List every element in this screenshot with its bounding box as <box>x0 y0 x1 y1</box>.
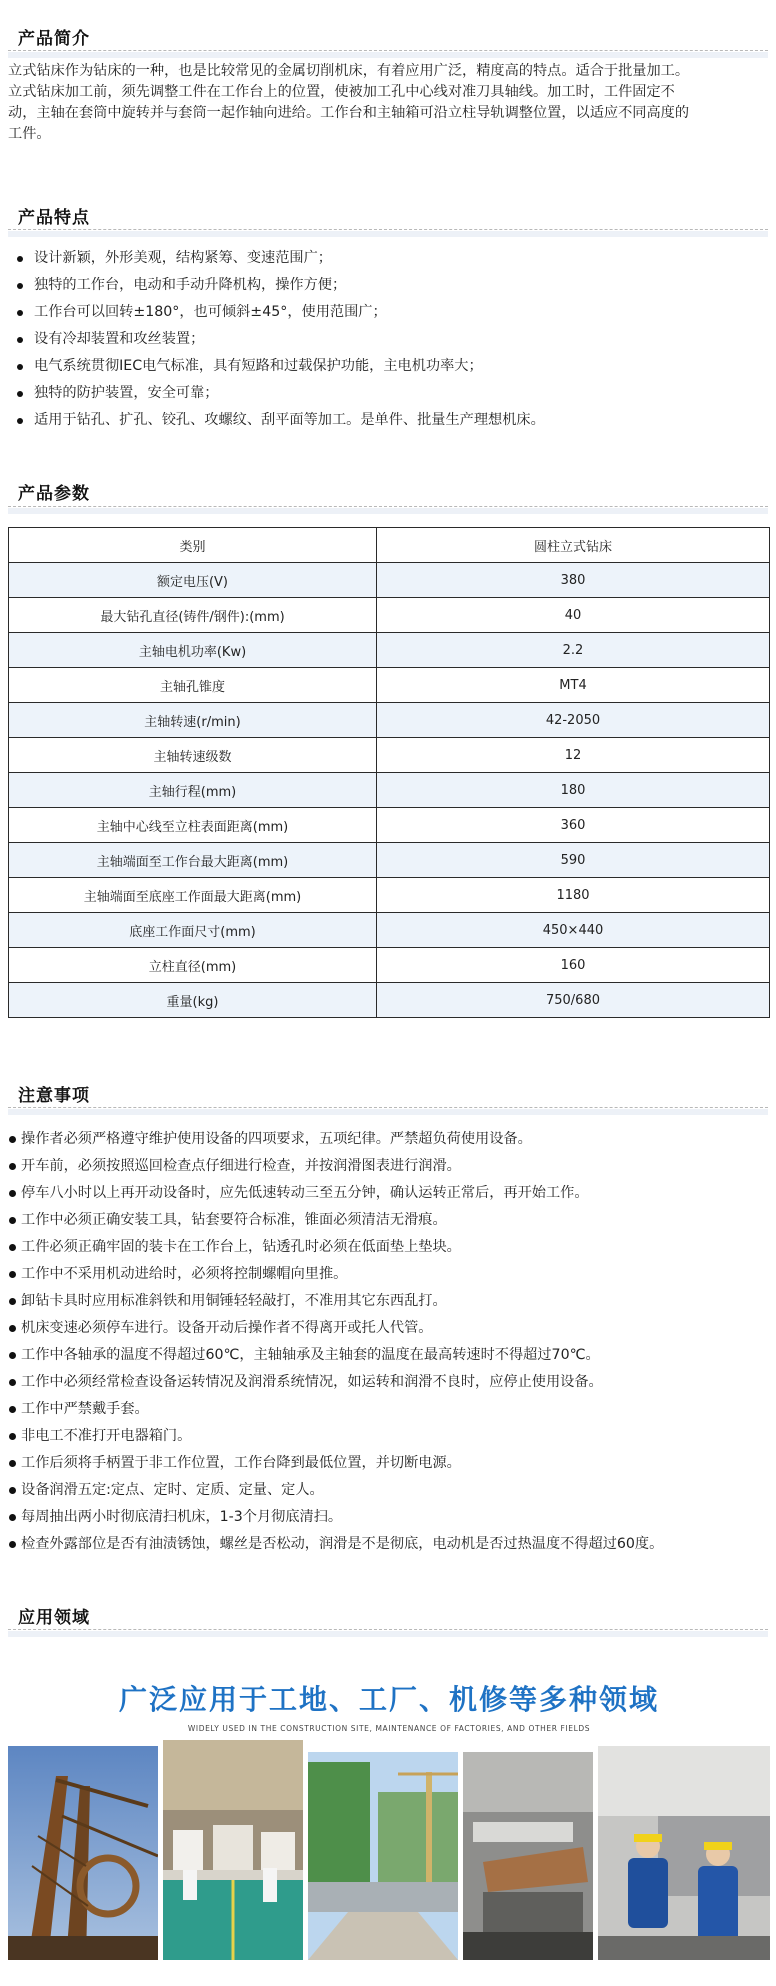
bullet-icon <box>17 310 23 316</box>
section-bar <box>8 1631 768 1637</box>
bullet-icon <box>17 391 23 397</box>
application-title: 应用领域 <box>18 1608 90 1628</box>
bullet-icon <box>9 1217 16 1224</box>
bullet-icon <box>9 1433 16 1440</box>
param-value: 360 <box>377 808 770 843</box>
params-table <box>8 527 770 1018</box>
bullet-icon <box>17 337 23 343</box>
param-value: MT4 <box>377 668 770 703</box>
note-item: 停车八小时以上再开动设备时，应先低速转动三至五分钟，确认运转正常后，再开始工作。 <box>8 1180 776 1207</box>
param-value: 1180 <box>377 878 770 913</box>
section-bar <box>8 231 768 237</box>
note-item: 开车前，必须按照巡回检查点仔细进行检查，并按润滑图表进行润滑。 <box>8 1153 776 1180</box>
params-title: 产品参数 <box>18 484 90 504</box>
feature-item: 独特的防护装置，安全可靠； <box>8 380 768 407</box>
param-value: 450×440 <box>377 913 770 948</box>
intro-line: 立式钻床加工前，须先调整工件在工作台上的位置，使被加工孔中心线对准刀具轴线。加工时，工件固定不 <box>8 84 675 100</box>
param-label: 最大钻孔直径(铸件/钢件):(mm) <box>9 598 377 633</box>
table-row <box>9 563 770 598</box>
param-label: 类别 <box>9 528 377 563</box>
table-row <box>9 633 770 668</box>
table-row <box>9 983 770 1018</box>
note-item: 工作中严禁戴手套。 <box>8 1396 776 1423</box>
bullet-icon <box>9 1136 16 1143</box>
note-item: 工作中各轴承的温度不得超过60℃，主轴轴承及主轴套的温度在最高转速时不得超过70℃。 <box>8 1342 776 1369</box>
param-value: 42-2050 <box>377 703 770 738</box>
banner-subline: WIDELY USED IN THE CONSTRUCTION SITE, MAINTENANCE OF FACTORIES, AND OTHER FIELDS <box>187 1724 591 1733</box>
note-item: 工件必须正确牢固的装卡在工作台上，钻透孔时必须在低面垫上垫块。 <box>8 1234 776 1261</box>
section-bar <box>8 508 768 514</box>
bullet-icon <box>9 1298 16 1305</box>
features-title: 产品特点 <box>18 208 90 228</box>
table-row <box>9 668 770 703</box>
table-row <box>9 528 770 563</box>
intro-line: 工件。 <box>8 126 51 142</box>
feature-item: 电气系统贯彻IEC电气标准，具有短路和过载保护功能，主电机功率大； <box>8 353 768 380</box>
table-row <box>9 948 770 983</box>
param-label: 重量(kg) <box>9 983 377 1018</box>
param-label: 底座工作面尺寸(mm) <box>9 913 377 948</box>
table-row <box>9 738 770 773</box>
intro-paragraph <box>8 61 768 145</box>
section-bar <box>8 52 768 58</box>
note-item: 工作中必须经常检查设备运转情况及润滑系统情况，如运转和润滑不良时，应停止使用设备。 <box>8 1369 776 1396</box>
intro-line: 立式钻床作为钻床的一种，也是比较常见的金属切削机床，有着应用广泛，精度高的特点。适合于批量加工。 <box>8 63 690 79</box>
section-divider <box>8 1107 768 1108</box>
section-divider <box>8 1629 768 1630</box>
param-value: 12 <box>377 738 770 773</box>
bullet-icon <box>17 364 23 370</box>
bullet-icon <box>17 256 23 262</box>
param-value: 180 <box>377 773 770 808</box>
table-row <box>9 773 770 808</box>
note-item: 非电工不准打开电器箱门。 <box>8 1423 776 1450</box>
banner-headline: 广泛应用于工地、工厂、机修等多种领域 <box>118 1683 659 1716</box>
bullet-icon <box>17 283 23 289</box>
param-label: 主轴孔锥度 <box>9 668 377 703</box>
table-row <box>9 808 770 843</box>
param-label: 主轴电机功率(Kw) <box>9 633 377 668</box>
intro-title: 产品简介 <box>18 29 90 49</box>
table-row <box>9 598 770 633</box>
feature-item: 工作台可以回转±180°，也可倾斜±45°，使用范围广； <box>8 299 768 326</box>
table-row <box>9 703 770 738</box>
param-label: 主轴端面至工作台最大距离(mm) <box>9 843 377 878</box>
param-label: 主轴转速级数 <box>9 738 377 773</box>
bullet-icon <box>9 1487 16 1494</box>
bullet-icon <box>9 1244 16 1251</box>
param-label: 主轴端面至底座工作面最大距离(mm) <box>9 878 377 913</box>
feature-item: 独特的工作台，电动和手动升降机构，操作方便； <box>8 272 768 299</box>
param-label: 立柱直径(mm) <box>9 948 377 983</box>
param-label: 主轴中心线至立柱表面距离(mm) <box>9 808 377 843</box>
section-divider <box>8 229 768 230</box>
note-item: 机床变速必须停车进行。设备开动后操作者不得离开或托人代管。 <box>8 1315 776 1342</box>
note-item: 操作者必须严格遵守维护使用设备的四项要求，五项纪律。严禁超负荷使用设备。 <box>8 1126 776 1153</box>
application-banner <box>8 1668 770 1960</box>
feature-item: 适用于钻孔、扩孔、铰孔、攻螺纹、刮平面等加工。是单件、批量生产理想机床。 <box>8 407 768 434</box>
note-item: 工作中不采用机动进给时，必须将控制螺帽向里推。 <box>8 1261 776 1288</box>
param-label: 主轴转速(r/min) <box>9 703 377 738</box>
param-value: 40 <box>377 598 770 633</box>
bullet-icon <box>9 1190 16 1197</box>
note-item: 工作中必须正确安装工具，钻套要符合标准，锥面必须清洁无滑痕。 <box>8 1207 776 1234</box>
notes-list <box>8 1126 776 1558</box>
bullet-icon <box>9 1271 16 1278</box>
param-value: 380 <box>377 563 770 598</box>
table-row <box>9 878 770 913</box>
note-item: 工作后须将手柄置于非工作位置，工作台降到最低位置，并切断电源。 <box>8 1450 776 1477</box>
param-label: 主轴行程(mm) <box>9 773 377 808</box>
section-bar <box>8 1109 768 1115</box>
note-item: 检查外露部位是否有油渍锈蚀，螺丝是否松动，润滑是不是彻底，电动机是否过热温度不得超过60度。 <box>8 1531 776 1558</box>
bullet-icon <box>9 1406 16 1413</box>
notes-title: 注意事项 <box>18 1086 90 1106</box>
bullet-icon <box>9 1514 16 1521</box>
param-value: 750/680 <box>377 983 770 1018</box>
workers-photo <box>598 1746 770 1960</box>
feature-item: 设有冷却装置和攻丝装置； <box>8 326 768 353</box>
bullet-icon <box>17 418 23 424</box>
bullet-icon <box>9 1460 16 1467</box>
intro-line: 动，主轴在套筒中旋转并与套筒一起作轴向进给。工作台和主轴箱可沿立柱导轨调整位置，以适应不同高度的 <box>8 105 690 121</box>
note-item: 每周抽出两小时彻底清扫机床，1-3个月彻底清扫。 <box>8 1504 776 1531</box>
feature-item: 设计新颖，外形美观，结构紧筹、变速范围广； <box>8 245 768 272</box>
table-row <box>9 913 770 948</box>
bullet-icon <box>9 1541 16 1548</box>
bullet-icon <box>9 1352 16 1359</box>
bullet-icon <box>9 1163 16 1170</box>
param-value: 160 <box>377 948 770 983</box>
param-value: 590 <box>377 843 770 878</box>
table-row <box>9 843 770 878</box>
param-value: 圆柱立式钻床 <box>377 528 770 563</box>
param-label: 额定电压(V) <box>9 563 377 598</box>
section-divider <box>8 50 768 51</box>
note-item: 设备润滑五定:定点、定时、定质、定量、定人。 <box>8 1477 776 1504</box>
section-divider <box>8 506 768 507</box>
note-item: 卸钻卡具时应用标准斜铁和用铜锤轻轻敲打，不准用其它东西乱打。 <box>8 1288 776 1315</box>
machine-shop-photo <box>463 1752 593 1960</box>
crane-photo <box>8 1746 158 1960</box>
factory-photo <box>163 1740 303 1960</box>
bullet-icon <box>9 1379 16 1386</box>
bullet-icon <box>9 1325 16 1332</box>
construction-photo <box>308 1752 458 1960</box>
param-value: 2.2 <box>377 633 770 668</box>
features-list <box>8 245 768 434</box>
